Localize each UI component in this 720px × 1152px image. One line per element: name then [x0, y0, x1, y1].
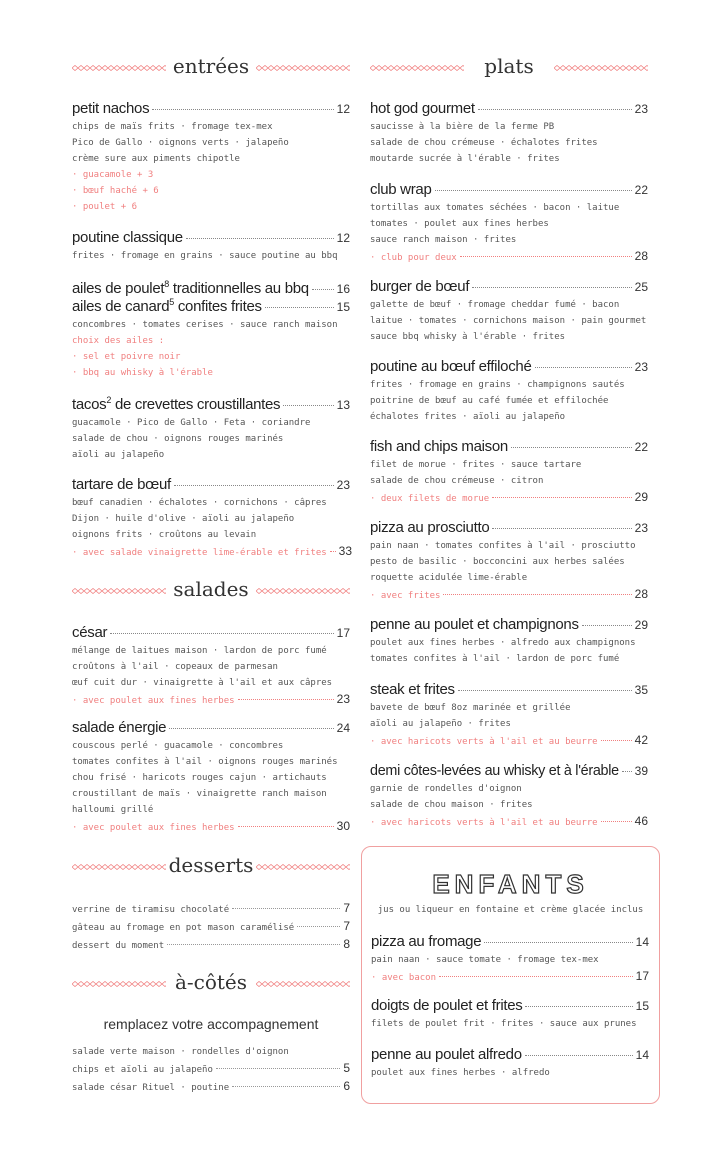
ornament-right [554, 65, 648, 71]
item-price: 16 [336, 282, 350, 296]
item-desc: bœuf canadien · échalotes · cornichons · câpres [72, 498, 327, 508]
leader-dots [312, 289, 334, 290]
entrees-title: entrées [172, 54, 250, 78]
item-price: 15 [336, 300, 350, 314]
leader-dots [458, 690, 632, 691]
item-name: fish and chips maison [370, 438, 508, 455]
item-extra-price [370, 489, 648, 507]
menu-item-petit-nachos [72, 100, 350, 215]
item-desc: saucisse à la bière de la ferme PB [370, 122, 555, 132]
entrees-header [72, 52, 350, 82]
leader-dots [297, 926, 340, 927]
item-price: 23 [634, 521, 648, 535]
item-name: demi côtes-levées au whisky et à l'érable [370, 762, 619, 779]
name-part: tacos [72, 396, 107, 413]
leader-dots [484, 942, 632, 943]
item-desc: salade de chou crémeuse · citron [370, 476, 544, 486]
item-name: pizza au prosciutto [370, 519, 490, 536]
extra-price: 30 [336, 819, 350, 833]
plats-header [370, 52, 648, 82]
salades-header [72, 575, 350, 605]
ornament-right [256, 864, 350, 870]
item-name: penne au poulet alfredo [371, 1046, 522, 1063]
item-price: 14 [635, 1048, 649, 1062]
item-desc: salade de chou crémeuse · échalotes frites [370, 138, 598, 148]
extra-label: · deux filets de morue [370, 494, 490, 504]
acotes-title: à-côtés [174, 970, 248, 994]
extra-label: · avec poulet aux fines herbes [72, 696, 235, 706]
item-name: steak et frites [370, 681, 455, 698]
extra-label: · avec salade vinaigrette lime-érable et frites [72, 548, 327, 558]
item-name: poutine au bœuf effiloché [370, 358, 532, 375]
item-desc: tomates confites à l'ail · oignons rouges marinés [72, 757, 338, 767]
item-desc: guacamole · Pico de Gallo · Feta · coriandre [72, 418, 311, 428]
extra-price: 23 [336, 692, 350, 706]
enfants-box [361, 846, 660, 1104]
item-name: club wrap [370, 181, 432, 198]
leader-dots [283, 405, 333, 406]
item-extra: · poulet + 6 [72, 202, 138, 212]
dessert-price: 7 [343, 919, 350, 933]
item-extra: · guacamole + 3 [72, 170, 154, 180]
item-desc: garnie de rondelles d'oignon [370, 784, 522, 794]
menu-item-hot-god [370, 100, 648, 167]
plats-title: plats [484, 54, 534, 78]
item-desc: frites · fromage en grains · champignons sautés [370, 380, 625, 390]
extra-price: 33 [338, 544, 353, 558]
item-desc: Dijon · huile d'olive · aïoli au jalapeño [72, 514, 295, 524]
leader-dots [232, 908, 340, 909]
dessert-label: verrine de tiramisu chocolaté [72, 905, 230, 915]
extra-label: · avec haricots verts à l'ail et au beurre [370, 737, 598, 747]
item-desc: moutarde sucrée à l'érable · frites [370, 154, 560, 164]
leader-dots [472, 287, 631, 288]
item-name: pizza au fromage [371, 933, 482, 950]
leader-dots [439, 976, 633, 977]
menu-item-poutine-boeuf [370, 358, 648, 425]
extra-label: · avec bacon [371, 973, 437, 983]
leader-dots [169, 728, 333, 729]
item-desc: tomates confites à l'ail · lardon de porc fumé [370, 654, 620, 664]
item-desc: concombres · tomates cerises · sauce ranch maison [72, 320, 338, 330]
item-desc: sauce bbq whisky à l'érable · frites [370, 332, 566, 342]
extra-price: 29 [634, 490, 648, 504]
leader-dots [216, 1068, 340, 1069]
menu-item-tartare [72, 476, 353, 561]
name-part: ailes de poulet [72, 280, 165, 297]
item-desc: Pico de Gallo · oignons verts · jalapeño [72, 138, 289, 148]
item-extra-price [72, 818, 350, 836]
menu-item-tacos [72, 395, 350, 463]
menu-item-penne-champignons [370, 616, 648, 667]
item-price: 14 [635, 935, 649, 949]
dessert-label: dessert du moment [72, 941, 165, 951]
leader-dots [622, 771, 632, 772]
item-price: 12 [336, 102, 350, 116]
acotes-subtitle: remplacez votre accompagnement [103, 1016, 319, 1032]
item-desc: oignons frits · croûtons au levain [72, 530, 257, 540]
item-extra: · sel et poivre noir [72, 352, 181, 362]
item-desc: aïoli au jalapeño · frites [370, 719, 511, 729]
leader-dots [238, 699, 334, 700]
extra-label: · club pour deux [370, 253, 457, 263]
superscript: 2 [106, 395, 112, 405]
item-price: 17 [336, 626, 350, 640]
item-desc: œuf cuit dur · vinaigrette à l'ail et aux câpres [72, 678, 333, 688]
acote-label: salade césar Rituel · poutine [72, 1083, 230, 1093]
item-desc: pain naan · tomates confites à l'ail · prosciutto [370, 541, 636, 551]
leader-dots [265, 307, 334, 308]
item-desc: couscous perlé · guacamole · concombres [72, 741, 284, 751]
leader-dots [511, 447, 632, 448]
item-desc: filets de poulet frit · frites · sauce aux prunes [371, 1019, 637, 1029]
extra-label: · avec frites [370, 591, 441, 601]
item-name: tartare de bœuf [72, 476, 171, 493]
item-extra-price [370, 248, 648, 266]
item-desc: chips de maïs frits · fromage tex-mex [72, 122, 273, 132]
leader-dots [152, 109, 333, 110]
item-desc: filet de morue · frites · sauce tartare [370, 460, 582, 470]
leader-dots [582, 625, 632, 626]
ornament-right [256, 65, 350, 71]
item-desc: frites · fromage en grains · sauce poutine au bbq [72, 251, 338, 261]
extra-label: · avec haricots verts à l'ail et au beurre [370, 818, 598, 828]
item-desc: chou frisé · haricots rouges cajun · artichauts [72, 773, 327, 783]
item-extra-price [370, 732, 648, 750]
leader-dots [330, 551, 336, 552]
item-price: 35 [634, 683, 648, 697]
item-desc: laitue · tomates · cornichons maison · pain gourmet [370, 316, 647, 326]
menu-item-doigts-poulet [371, 997, 649, 1032]
name-part: ailes de canard [72, 298, 170, 315]
item-desc: roquette acidulée lime-érable [370, 573, 528, 583]
menu-item-salade-energie [72, 719, 350, 836]
menu-item-pizza-fromage [371, 933, 649, 986]
item-desc: halloumi grillé [72, 805, 154, 815]
acote-label: chips et aïoli au jalapeño [72, 1065, 213, 1075]
leader-dots [435, 190, 632, 191]
item-desc: bavete de bœuf 8oz marinée et grillée [370, 703, 571, 713]
menu-item-steak-frites [370, 681, 648, 750]
menu-item-cotes-levees [370, 762, 648, 831]
item-desc: pesto de basilic · bocconcini aux herbes salées [370, 557, 625, 567]
leader-dots [525, 1006, 632, 1007]
desserts-list [72, 900, 350, 954]
item-desc: sauce ranch maison · frites [370, 235, 517, 245]
name-part: de crevettes croustillantes [111, 396, 281, 413]
extra-label: · avec poulet aux fines herbes [72, 823, 235, 833]
enfants-subtitle: jus ou liqueur en fontaine et crème glacée inclus [377, 905, 644, 915]
item-desc: croustillant de maïs · vinaigrette ranch maison [72, 789, 327, 799]
item-extra-price [370, 586, 648, 604]
item-name [72, 395, 280, 413]
name-part: traditionnelles au bbq [168, 280, 309, 297]
item-price: 29 [634, 618, 648, 632]
extra-price: 28 [634, 249, 648, 263]
name-part: confites frites [173, 298, 262, 315]
item-price: 23 [634, 360, 648, 374]
extra-price: 42 [634, 733, 648, 747]
item-desc: tortillas aux tomates séchées · bacon · laitue [370, 203, 620, 213]
item-name: petit nachos [72, 100, 150, 117]
item-price: 12 [336, 231, 350, 245]
item-name: burger de bœuf [370, 278, 470, 295]
item-desc: poulet aux fines herbes · alfredo [371, 1068, 550, 1078]
item-extra-price [371, 968, 649, 986]
item-desc: crème sure aux piments chipotle [72, 154, 240, 164]
superscript: 8 [164, 279, 169, 289]
item-desc: galette de bœuf · fromage cheddar fumé · bacon [370, 300, 620, 310]
dessert-price: 8 [343, 937, 350, 951]
leader-dots [601, 740, 632, 741]
item-extra-price [72, 691, 350, 709]
leader-dots [460, 256, 632, 257]
item-name: hot god gourmet [370, 100, 475, 117]
desserts-title: desserts [168, 853, 254, 877]
menu-item-burger [370, 278, 648, 345]
ornament-right [256, 981, 350, 987]
dessert-price: 7 [343, 901, 350, 915]
item-price: 23 [336, 478, 350, 492]
item-desc: salade de chou · oignons rouges marinés [72, 434, 284, 444]
acotes-header [72, 968, 350, 998]
leader-dots [238, 826, 334, 827]
item-desc: échalotes frites · aïoli au jalapeño [370, 412, 566, 422]
item-name: poutine classique [72, 229, 183, 246]
leader-dots [443, 594, 631, 595]
menu-item-poutine-classique [72, 229, 350, 264]
acote-row [72, 1078, 350, 1096]
leader-dots [525, 1055, 633, 1056]
item-price: 24 [336, 721, 350, 735]
item-name: doigts de poulet et frites [371, 997, 523, 1014]
dessert-row [72, 918, 350, 936]
superscript: 5 [169, 297, 174, 307]
item-extra-price [370, 813, 648, 831]
extra-price: 17 [635, 969, 649, 983]
acotes-list [72, 1044, 350, 1096]
item-extra: choix des ailes : [72, 336, 165, 346]
item-name [72, 279, 309, 297]
enfants-title: ENFANTS [432, 869, 589, 899]
item-name [72, 297, 262, 315]
dessert-row [72, 936, 350, 954]
leader-dots [167, 944, 340, 945]
dessert-row [72, 900, 350, 918]
item-desc: tomates · poulet aux fines herbes [370, 219, 549, 229]
item-desc: salade de chou maison · frites [370, 800, 533, 810]
item-name: salade énergie [72, 719, 167, 736]
item-price: 25 [634, 280, 648, 294]
item-extra: · bbq au whisky à l'érable [72, 368, 213, 378]
extra-price: 46 [634, 814, 648, 828]
acote-row [72, 1044, 350, 1060]
item-desc: poulet aux fines herbes · alfredo aux champignons [370, 638, 636, 648]
acote-label: salade verte maison · rondelles d'oignon [72, 1047, 289, 1057]
leader-dots [232, 1086, 340, 1087]
leader-dots [186, 238, 334, 239]
extra-price: 28 [634, 587, 648, 601]
item-extra: · bœuf haché + 6 [72, 186, 159, 196]
desserts-header [72, 851, 350, 881]
menu-item-penne-alfredo [371, 1046, 649, 1081]
leader-dots [492, 497, 631, 498]
menu-item-fish-chips [370, 438, 648, 507]
item-extra-price [72, 543, 353, 561]
acote-row [72, 1060, 350, 1078]
menu-item-ailes [72, 279, 350, 381]
leader-dots [535, 367, 632, 368]
item-price: 39 [634, 764, 648, 778]
menu-item-club-wrap [370, 181, 648, 266]
item-desc: mélange de laitues maison · lardon de porc fumé [72, 646, 327, 656]
item-price: 15 [635, 999, 649, 1013]
leader-dots [601, 821, 632, 822]
menu-item-pizza-prosciutto [370, 519, 648, 604]
item-name: césar [72, 624, 108, 641]
item-price: 22 [634, 440, 648, 454]
salades-title: salades [173, 577, 249, 601]
item-price: 22 [634, 183, 648, 197]
item-desc: croûtons à l'ail · copeaux de parmesan [72, 662, 278, 672]
dessert-label: gâteau au fromage en pot mason caramélisé [72, 923, 295, 933]
acote-price: 6 [343, 1079, 350, 1093]
item-name: penne au poulet et champignons [370, 616, 579, 633]
acote-price: 5 [343, 1061, 350, 1075]
item-price: 13 [336, 398, 350, 412]
menu-item-cesar [72, 624, 350, 709]
item-price: 23 [634, 102, 648, 116]
item-desc: poitrine de bœuf au café fumée et effilochée [370, 396, 609, 406]
leader-dots [478, 109, 632, 110]
leader-dots [492, 528, 631, 529]
ornament-right [256, 588, 350, 594]
item-desc: aïoli au jalapeño [72, 450, 165, 460]
item-desc: pain naan · sauce tomate · fromage tex-mex [371, 955, 599, 965]
leader-dots [110, 633, 333, 634]
leader-dots [174, 485, 334, 486]
